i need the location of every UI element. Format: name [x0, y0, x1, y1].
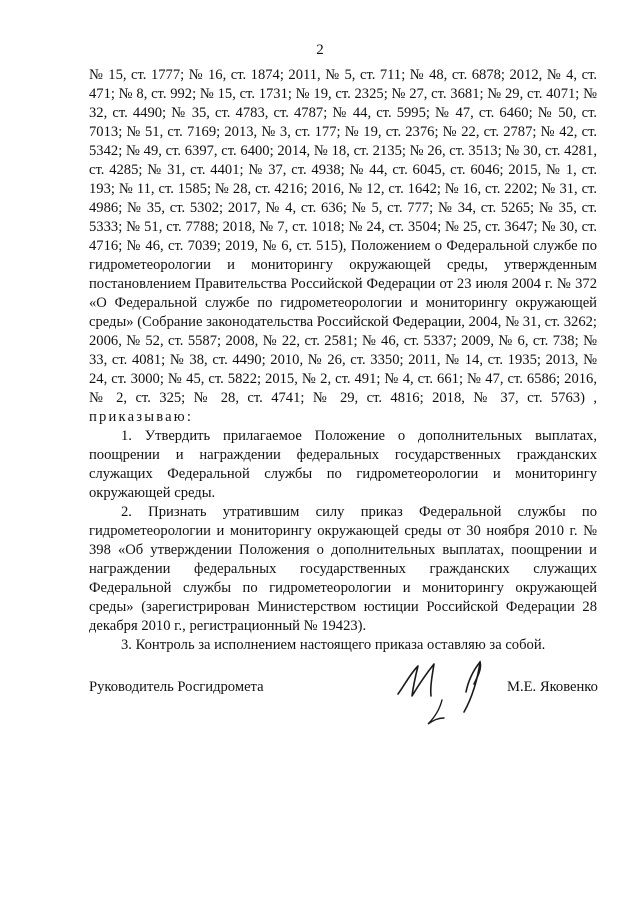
signatory-title: Руководитель Росгидромета: [89, 679, 264, 695]
handwritten-signature: [388, 648, 506, 734]
signatory-name: М.Е. Яковенко: [507, 679, 598, 695]
page-number: 2: [316, 42, 324, 58]
paragraph-item-2: 2. Признать утратившим силу приказ Федеральной службы по гидрометеорологии и мониторингу окружающей среды от 30 ноября 2010 г. № 398 «Об утверждении Положения о дополнительных выплатах, поощрении и награждении федеральных государственных гражданских служащих Федеральной службы по гидрометеорологии и мониторингу окружающей среды» (зарегистрирован Министерством юстиции Российской Федерации 28 декабря 2010 г., регистрационный № 19423).: [89, 504, 597, 634]
paragraph-item-1: 1. Утвердить прилагаемое Положение о дополнительных выплатах, поощрении и награждении федеральных государственных гражданских служащих Федеральной службы по гидрометеорологии и мониторингу окружающей среды.: [89, 428, 597, 501]
document-body: [89, 66, 597, 655]
paragraph-legal-basis: [89, 66, 597, 427]
order-word: приказываю:: [89, 409, 194, 425]
legal-basis-text: № 15, ст. 1777; № 16, ст. 1874; 2011, № 5, ст. 711; № 48, ст. 6878; 2012, № 4, ст. 471; № 8, ст. 992; № 15, ст. 1731; № 19, ст. 2325; № 27, ст. 3681; № 29, ст. 4071; № 32, ст. 4490; № 35, ст. 4783, ст. 4787; № 44, ст. 5995; № 47, ст. 6460; № 50, ст. 7013; № 51, ст. 7169; 2013, № 3, ст. 177; № 19, ст. 2376; № 22, ст. 2787; № 42, ст. 5342; № 49, ст. 6397, ст. 6400; 2014, № 18, ст. 2135; № 26, ст. 3513; № 30, ст. 4281, ст. 4285; № 31, ст. 4401; № 37, ст. 4938; № 44, ст. 6045, ст. 6046; 2015, № 1, ст. 193; № 11, ст. 1585; № 28, ст. 4216; 2016, № 12, ст. 1642; № 16, ст. 2202; № 31, ст. 4986; № 35, ст. 5302; 2017, № 4, ст. 636; № 5, ст. 777; № 34, ст. 5265; № 35, ст. 5333; № 51, ст. 7788; 2018, № 7, ст. 1018; № 24, ст. 3504; № 25, ст. 3647; № 30, ст. 4716; № 46, ст. 7039; 2019, № 6, ст. 515), Положением о Федеральной службе по гидрометеорологии и мониторингу окружающей среды, утвержденным постановлением Правительства Российской Федерации от 23 июля 2004 г. № 372 «О Федеральной службе по гидрометеорологии и мониторингу окружающей среды» (Собрание законодательства Российской Федерации, 2004, № 31, ст. 3262; 2006, № 52, ст. 5587; 2008, № 22, ст. 2581; № 46, ст. 5337; 2009, № 6, ст. 738; № 33, ст. 4081; № 38, ст. 4490; 2010, № 26, ст. 3350; 2011, № 14, ст. 1935; 2013, № 24, ст. 3000; № 45, ст. 5822; 2015, № 2, ст. 491; № 4, ст. 661; № 47, ст. 6586; 2016, № 2, ст. 325; № 28, ст. 4741; № 29, ст. 4816; 2018, № 37, ст. 5763) ,: [89, 67, 597, 406]
paragraph-item-3: 3. Контроль за исполнением настоящего приказа оставляю за собой.: [121, 637, 546, 653]
